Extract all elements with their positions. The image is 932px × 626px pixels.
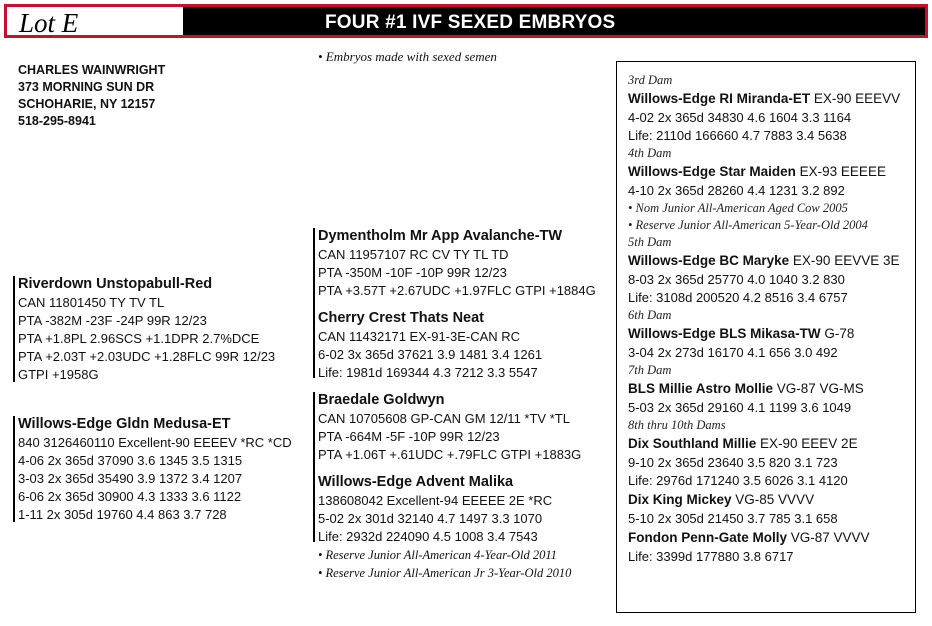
owner-name: CHARLES WAINWRIGHT [18,63,166,77]
lot-title: FOUR #1 IVF SEXED EMBRYOS [325,12,616,33]
dam-record: Life: 2110d 166660 4.7 7883 3.4 5638 [628,128,847,143]
dam-line: 3-03 2x 365d 35490 3.9 1372 3.4 1207 [18,471,243,486]
dam-name: Willows-Edge Gldn Medusa-ET [18,416,231,432]
award-line: • Reserve Junior All-American Jr 3-Year-Old 2010 [318,566,572,580]
dam-record: 4-02 2x 365d 34830 4.6 1604 3.3 1164 [628,110,852,125]
dam-record: 3-04 2x 273d 16170 4.1 656 3.0 492 [628,345,838,360]
maternal-grandsire-block [318,390,581,464]
pedigree-bracket [13,276,15,382]
dam-name: BLS Millie Astro Mollie VG-87 VG-MS [628,381,864,396]
dam-record: Life: 3108d 200520 4.2 8516 3.4 6757 [628,290,848,305]
paternal-granddam-block [318,308,542,382]
paternal-granddam-line: Life: 1981d 169344 4.3 7212 3.3 5547 [318,365,538,380]
sire-line: CAN 11801450 TY TV TL [18,295,165,310]
dam-generation-label: 5th Dam [628,235,672,249]
owner-address [18,62,165,130]
paternal-grandsire-name: Dymentholm Mr App Avalanche-TW [318,228,563,244]
dam-name: Fondon Penn-Gate Molly VG-87 VVVV [628,530,870,545]
dam-record: 5-03 2x 365d 29160 4.1 1199 3.6 1049 [628,400,852,415]
paternal-grandsire-block [318,226,596,300]
dam-block [18,414,292,524]
dam-record: 9-10 2x 365d 23640 3.5 820 3.1 723 [628,455,838,470]
maternal-grandsire-name: Braedale Goldwyn [318,392,445,408]
maternal-granddam-block [318,472,571,582]
dam-line: 4-06 2x 365d 37090 3.6 1345 3.5 1315 [18,453,243,468]
dam-name: Dix King Mickey VG-85 VVVV [628,492,815,507]
dam-name: Willows-Edge BLS Mikasa-TW G-78 [628,326,855,341]
dam-generation-label: 8th thru 10th Dams [628,418,726,432]
dam-record: 5-10 2x 305d 21450 3.7 785 3.1 658 [628,511,838,526]
maternal-granddam-line: 138608042 Excellent-94 EEEEE 2E *RC [318,493,553,508]
maternal-granddam-line: 5-02 2x 301d 32140 4.7 1497 3.3 1070 [318,511,543,526]
maternal-grandsire-line: CAN 10705608 GP-CAN GM 12/11 *TV *TL [318,411,570,426]
pedigree-bracket [313,228,315,378]
maternal-granddam-line: Life: 2932d 224090 4.5 1008 3.4 7543 [318,529,538,544]
dam-name: Willows-Edge RI Miranda-ET EX-90 EEEVV [628,91,901,106]
dam-name: Dix Southland Millie EX-90 EEEV 2E [628,436,858,451]
dam-name: Willows-Edge BC Maryke EX-90 EEVVE 3E [628,253,900,268]
dam-generation-label: 6th Dam [628,308,672,322]
sire-line: PTA -382M -23F -24P 99R 12/23 [18,313,207,328]
embryo-note: • Embryos made with sexed semen [318,49,497,64]
sire-line: GTPI +1958G [18,367,99,382]
paternal-granddam-line: CAN 11432171 EX-91-3E-CAN RC [318,329,521,344]
paternal-grandsire-line: PTA +3.57T +2.67UDC +1.97FLC GTPI +1884G [318,283,596,298]
dam-line: 6-06 2x 365d 30900 4.3 1333 3.6 1122 [18,489,242,504]
paternal-granddam-line: 6-02 3x 365d 37621 3.9 1481 3.4 1261 [318,347,543,362]
award-line: • Nom Junior All-American Aged Cow 2005 [628,201,848,215]
dam-generation-label: 7th Dam [628,363,672,377]
dam-line: 1-11 2x 305d 19760 4.4 863 3.7 728 [18,507,227,522]
owner-phone: 518-295-8941 [18,114,96,128]
award-line: • Reserve Junior All-American 4-Year-Old 2011 [318,548,557,562]
paternal-grandsire-line: PTA -350M -10F -10P 99R 12/23 [318,265,507,280]
lot-header [4,4,928,38]
dam-line: 840 3126460110 Excellent-90 EEEEV *RC *CD [18,435,292,450]
dam-record: 4-10 2x 365d 28260 4.4 1231 3.2 892 [628,183,845,198]
maternal-granddam-name: Willows-Edge Advent Malika [318,474,514,490]
sire-line: PTA +2.03T +2.03UDC +1.28FLC 99R 12/23 [18,349,276,364]
dam-record: 8-03 2x 365d 25770 4.0 1040 3.2 830 [628,272,845,287]
maternal-grandsire-line: PTA -664M -5F -10P 99R 12/23 [318,429,500,444]
owner-city: SCHOHARIE, NY 12157 [18,97,156,111]
dam-generation-label: 3rd Dam [628,73,673,87]
pedigree-bracket [13,416,15,522]
dam-record: Life: 2976d 171240 3.5 6026 3.1 4120 [628,473,848,488]
lot-label: Lot E [19,8,79,38]
paternal-grandsire-line: CAN 11957107 RC CV TY TL TD [318,247,509,262]
sire-name: Riverdown Unstopabull-Red [18,276,213,292]
paternal-granddam-name: Cherry Crest Thats Neat [318,310,484,326]
owner-street: 373 MORNING SUN DR [18,80,155,94]
sire-block [18,274,275,384]
dam-line-list [628,72,900,566]
dam-name: Willows-Edge Star Maiden EX-93 EEEEE [628,164,886,179]
dam-record: Life: 3399d 177880 3.8 6717 [628,549,794,564]
sire-line: PTA +1.8PL 2.96SCS +1.1DPR 2.7%DCE [18,331,260,346]
pedigree-bracket [313,392,315,542]
dam-generation-label: 4th Dam [628,146,672,160]
award-line: • Reserve Junior All-American 5-Year-Old 2004 [628,218,868,232]
maternal-grandsire-line: PTA +1.06T +.61UDC +.79FLC GTPI +1883G [318,447,582,462]
